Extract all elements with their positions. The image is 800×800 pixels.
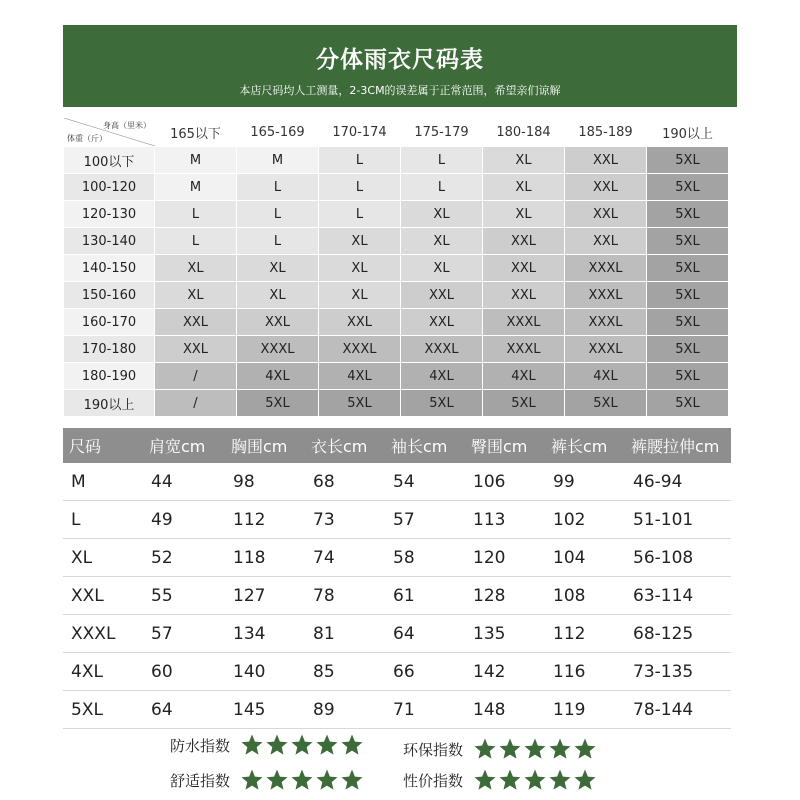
size-cell: XL bbox=[237, 282, 319, 309]
height-header: 185-189 bbox=[565, 118, 647, 147]
star-icon bbox=[265, 768, 289, 792]
size-cell: XL bbox=[483, 147, 565, 174]
size-cell: L bbox=[401, 147, 483, 174]
measurement-cell: 113 bbox=[465, 501, 545, 539]
measurement-header: 裤腰拉伸cm bbox=[625, 428, 731, 463]
measurement-cell: 118 bbox=[225, 539, 305, 577]
size-cell: XXL bbox=[565, 201, 647, 228]
size-cell: 5XL bbox=[647, 228, 729, 255]
size-row bbox=[64, 228, 729, 255]
rating-label: 舒适指数 bbox=[170, 771, 231, 790]
size-cell: L bbox=[401, 174, 483, 201]
measurement-cell: 148 bbox=[465, 691, 545, 729]
measurement-cell: 56-108 bbox=[625, 539, 731, 577]
size-cell: XXXL bbox=[401, 336, 483, 363]
star-icon bbox=[548, 737, 572, 761]
weight-label: 130-140 bbox=[64, 228, 155, 255]
size-cell: XXXL bbox=[565, 282, 647, 309]
measurement-header: 袖长cm bbox=[385, 428, 465, 463]
size-name-cell: 4XL bbox=[63, 653, 143, 691]
weight-label: 170-180 bbox=[64, 336, 155, 363]
star-icon bbox=[473, 768, 497, 792]
measurement-cell: 74 bbox=[305, 539, 385, 577]
size-cell: XXL bbox=[565, 174, 647, 201]
measurement-row bbox=[63, 501, 731, 539]
weight-label: 100以下 bbox=[64, 147, 155, 174]
measurement-cell: 119 bbox=[545, 691, 625, 729]
star-rating bbox=[240, 733, 365, 757]
size-cell: L bbox=[319, 147, 401, 174]
weight-label: 180-190 bbox=[64, 363, 155, 390]
measurement-cell: 61 bbox=[385, 577, 465, 615]
size-cell: 5XL bbox=[647, 147, 729, 174]
size-name-cell: XL bbox=[63, 539, 143, 577]
size-cell: XL bbox=[401, 228, 483, 255]
size-cell: XXL bbox=[565, 228, 647, 255]
size-cell: 4XL bbox=[483, 363, 565, 390]
measurement-cell: 57 bbox=[143, 615, 225, 653]
size-cell: 5XL bbox=[647, 255, 729, 282]
height-axis-label: 身高（里米） bbox=[103, 121, 151, 130]
measurement-body bbox=[63, 463, 731, 729]
size-cell: 5XL bbox=[319, 390, 401, 417]
size-row bbox=[64, 255, 729, 282]
rating-waterproof bbox=[170, 733, 365, 757]
measurement-header: 尺码 bbox=[63, 428, 143, 463]
measurement-row bbox=[63, 653, 731, 691]
size-cell: XXL bbox=[155, 309, 237, 336]
size-cell: XL bbox=[401, 255, 483, 282]
size-cell: / bbox=[155, 390, 237, 417]
size-cell: / bbox=[155, 363, 237, 390]
size-cell: M bbox=[155, 147, 237, 174]
size-cell: XXL bbox=[319, 309, 401, 336]
weight-label: 140-150 bbox=[64, 255, 155, 282]
size-name-cell: L bbox=[63, 501, 143, 539]
size-name-cell: XXL bbox=[63, 577, 143, 615]
measurement-cell: 78 bbox=[305, 577, 385, 615]
star-icon bbox=[523, 737, 547, 761]
size-cell: M bbox=[237, 147, 319, 174]
size-cell: XL bbox=[155, 282, 237, 309]
page-subtitle: 本店尺码均人工测量，2-3CM的误差属于正常范围，希望亲们谅解 bbox=[239, 84, 561, 97]
measurement-cell: 73 bbox=[305, 501, 385, 539]
measurement-table bbox=[63, 428, 731, 729]
measurement-header: 肩宽cm bbox=[143, 428, 225, 463]
measurement-cell: 127 bbox=[225, 577, 305, 615]
measurement-header: 臀围cm bbox=[465, 428, 545, 463]
weight-label: 100-120 bbox=[64, 174, 155, 201]
size-cell: XL bbox=[319, 255, 401, 282]
height-header: 170-174 bbox=[319, 118, 401, 147]
size-cell: 4XL bbox=[401, 363, 483, 390]
size-cell: 5XL bbox=[647, 336, 729, 363]
size-cell: 5XL bbox=[565, 390, 647, 417]
size-cell: XXL bbox=[483, 228, 565, 255]
measurement-cell: 142 bbox=[465, 653, 545, 691]
size-cell: L bbox=[319, 201, 401, 228]
size-cell: XXL bbox=[483, 282, 565, 309]
star-icon bbox=[548, 768, 572, 792]
rating-comfort bbox=[170, 768, 365, 792]
size-cell: XXL bbox=[401, 309, 483, 336]
star-rating bbox=[240, 768, 365, 792]
measurement-cell: 49 bbox=[143, 501, 225, 539]
rating-label: 环保指数 bbox=[403, 740, 464, 759]
size-name-cell: 5XL bbox=[63, 691, 143, 729]
height-header-row bbox=[64, 118, 729, 147]
measurement-cell: 54 bbox=[385, 463, 465, 501]
measurement-row bbox=[63, 539, 731, 577]
size-cell: 5XL bbox=[483, 390, 565, 417]
size-row bbox=[64, 363, 729, 390]
height-header: 190以上 bbox=[647, 118, 729, 147]
size-cell: XXL bbox=[565, 147, 647, 174]
star-icon bbox=[473, 737, 497, 761]
size-row bbox=[64, 282, 729, 309]
measurement-cell: 73-135 bbox=[625, 653, 731, 691]
size-cell: L bbox=[155, 228, 237, 255]
weight-label: 150-160 bbox=[64, 282, 155, 309]
size-chart-body bbox=[64, 147, 729, 417]
ratings-section bbox=[0, 728, 800, 800]
size-row bbox=[64, 309, 729, 336]
measurement-row bbox=[63, 615, 731, 653]
height-header: 165以下 bbox=[155, 118, 237, 147]
size-cell: 4XL bbox=[565, 363, 647, 390]
measurement-cell: 106 bbox=[465, 463, 545, 501]
star-icon bbox=[290, 768, 314, 792]
measurement-row bbox=[63, 577, 731, 615]
size-cell: XL bbox=[319, 228, 401, 255]
size-cell: XXL bbox=[401, 282, 483, 309]
size-chart-table bbox=[63, 117, 729, 417]
measurement-header-row bbox=[63, 428, 731, 463]
rating-eco bbox=[403, 737, 598, 761]
measurement-row bbox=[63, 463, 731, 501]
measurement-cell: 145 bbox=[225, 691, 305, 729]
size-cell: XL bbox=[401, 201, 483, 228]
measurement-cell: 98 bbox=[225, 463, 305, 501]
size-cell: L bbox=[319, 174, 401, 201]
title-banner bbox=[63, 25, 737, 107]
measurement-cell: 135 bbox=[465, 615, 545, 653]
size-row bbox=[64, 174, 729, 201]
size-name-cell: XXXL bbox=[63, 615, 143, 653]
size-cell: 5XL bbox=[647, 201, 729, 228]
size-cell: XL bbox=[155, 255, 237, 282]
size-row bbox=[64, 147, 729, 174]
size-cell: 5XL bbox=[647, 282, 729, 309]
size-cell: XXXL bbox=[565, 336, 647, 363]
measurement-header: 裤长cm bbox=[545, 428, 625, 463]
measurement-cell: 116 bbox=[545, 653, 625, 691]
star-icon bbox=[498, 768, 522, 792]
measurement-cell: 85 bbox=[305, 653, 385, 691]
rating-label: 性价指数 bbox=[403, 771, 464, 790]
size-cell: XXL bbox=[155, 336, 237, 363]
measurement-header: 衣长cm bbox=[305, 428, 385, 463]
size-cell: L bbox=[155, 201, 237, 228]
size-cell: XL bbox=[483, 174, 565, 201]
measurement-cell: 81 bbox=[305, 615, 385, 653]
size-cell: L bbox=[237, 201, 319, 228]
size-cell: XXXL bbox=[565, 255, 647, 282]
size-row bbox=[64, 201, 729, 228]
size-cell: XXXL bbox=[483, 336, 565, 363]
measurement-cell: 58 bbox=[385, 539, 465, 577]
star-icon bbox=[265, 733, 289, 757]
star-rating bbox=[473, 768, 598, 792]
size-cell: XXL bbox=[237, 309, 319, 336]
size-cell: XL bbox=[319, 282, 401, 309]
measurement-cell: 134 bbox=[225, 615, 305, 653]
size-cell: XXXL bbox=[319, 336, 401, 363]
size-cell: 5XL bbox=[647, 174, 729, 201]
height-header: 175-179 bbox=[401, 118, 483, 147]
star-icon bbox=[523, 768, 547, 792]
size-cell: 5XL bbox=[401, 390, 483, 417]
star-icon bbox=[240, 768, 264, 792]
page-title: 分体雨衣尺码表 bbox=[316, 47, 484, 73]
measurement-cell: 44 bbox=[143, 463, 225, 501]
star-icon bbox=[498, 737, 522, 761]
measurement-cell: 63-114 bbox=[625, 577, 731, 615]
rating-label: 防水指数 bbox=[170, 736, 231, 755]
size-cell: M bbox=[155, 174, 237, 201]
size-cell: 5XL bbox=[647, 390, 729, 417]
size-cell: 5XL bbox=[647, 309, 729, 336]
measurement-cell: 120 bbox=[465, 539, 545, 577]
star-icon bbox=[290, 733, 314, 757]
size-cell: XXL bbox=[483, 255, 565, 282]
size-cell: 4XL bbox=[319, 363, 401, 390]
weight-axis-label: 体重（斤） bbox=[67, 134, 107, 143]
measurement-row bbox=[63, 691, 731, 729]
measurement-cell: 57 bbox=[385, 501, 465, 539]
star-icon bbox=[573, 768, 597, 792]
size-cell: 5XL bbox=[647, 363, 729, 390]
star-rating bbox=[473, 737, 598, 761]
measurement-cell: 55 bbox=[143, 577, 225, 615]
size-cell: 5XL bbox=[237, 390, 319, 417]
weight-label: 120-130 bbox=[64, 201, 155, 228]
measurement-cell: 140 bbox=[225, 653, 305, 691]
height-header: 180-184 bbox=[483, 118, 565, 147]
measurement-cell: 66 bbox=[385, 653, 465, 691]
measurement-cell: 104 bbox=[545, 539, 625, 577]
star-icon bbox=[573, 737, 597, 761]
size-cell: L bbox=[237, 228, 319, 255]
measurement-header: 胸围cm bbox=[225, 428, 305, 463]
corner-cell bbox=[64, 118, 155, 147]
size-cell: 4XL bbox=[237, 363, 319, 390]
measurement-cell: 52 bbox=[143, 539, 225, 577]
weight-label: 190以上 bbox=[64, 390, 155, 417]
measurement-cell: 71 bbox=[385, 691, 465, 729]
measurement-cell: 102 bbox=[545, 501, 625, 539]
star-icon bbox=[340, 733, 364, 757]
measurement-cell: 46-94 bbox=[625, 463, 731, 501]
measurement-cell: 68 bbox=[305, 463, 385, 501]
star-icon bbox=[315, 733, 339, 757]
measurement-cell: 51-101 bbox=[625, 501, 731, 539]
measurement-cell: 108 bbox=[545, 577, 625, 615]
size-cell: XXXL bbox=[237, 336, 319, 363]
measurement-cell: 64 bbox=[143, 691, 225, 729]
measurement-cell: 128 bbox=[465, 577, 545, 615]
measurement-cell: 64 bbox=[385, 615, 465, 653]
size-row bbox=[64, 390, 729, 417]
height-header: 165-169 bbox=[237, 118, 319, 147]
size-cell: XXXL bbox=[483, 309, 565, 336]
measurement-cell: 99 bbox=[545, 463, 625, 501]
measurement-cell: 112 bbox=[545, 615, 625, 653]
measurement-cell: 78-144 bbox=[625, 691, 731, 729]
star-icon bbox=[315, 768, 339, 792]
measurement-cell: 89 bbox=[305, 691, 385, 729]
size-row bbox=[64, 336, 729, 363]
size-cell: XL bbox=[237, 255, 319, 282]
measurement-cell: 60 bbox=[143, 653, 225, 691]
size-cell: XXXL bbox=[565, 309, 647, 336]
size-cell: XL bbox=[483, 201, 565, 228]
star-icon bbox=[340, 768, 364, 792]
size-cell: L bbox=[237, 174, 319, 201]
star-icon bbox=[240, 733, 264, 757]
measurement-cell: 68-125 bbox=[625, 615, 731, 653]
rating-value bbox=[403, 768, 598, 792]
measurement-cell: 112 bbox=[225, 501, 305, 539]
size-name-cell: M bbox=[63, 463, 143, 501]
weight-label: 160-170 bbox=[64, 309, 155, 336]
